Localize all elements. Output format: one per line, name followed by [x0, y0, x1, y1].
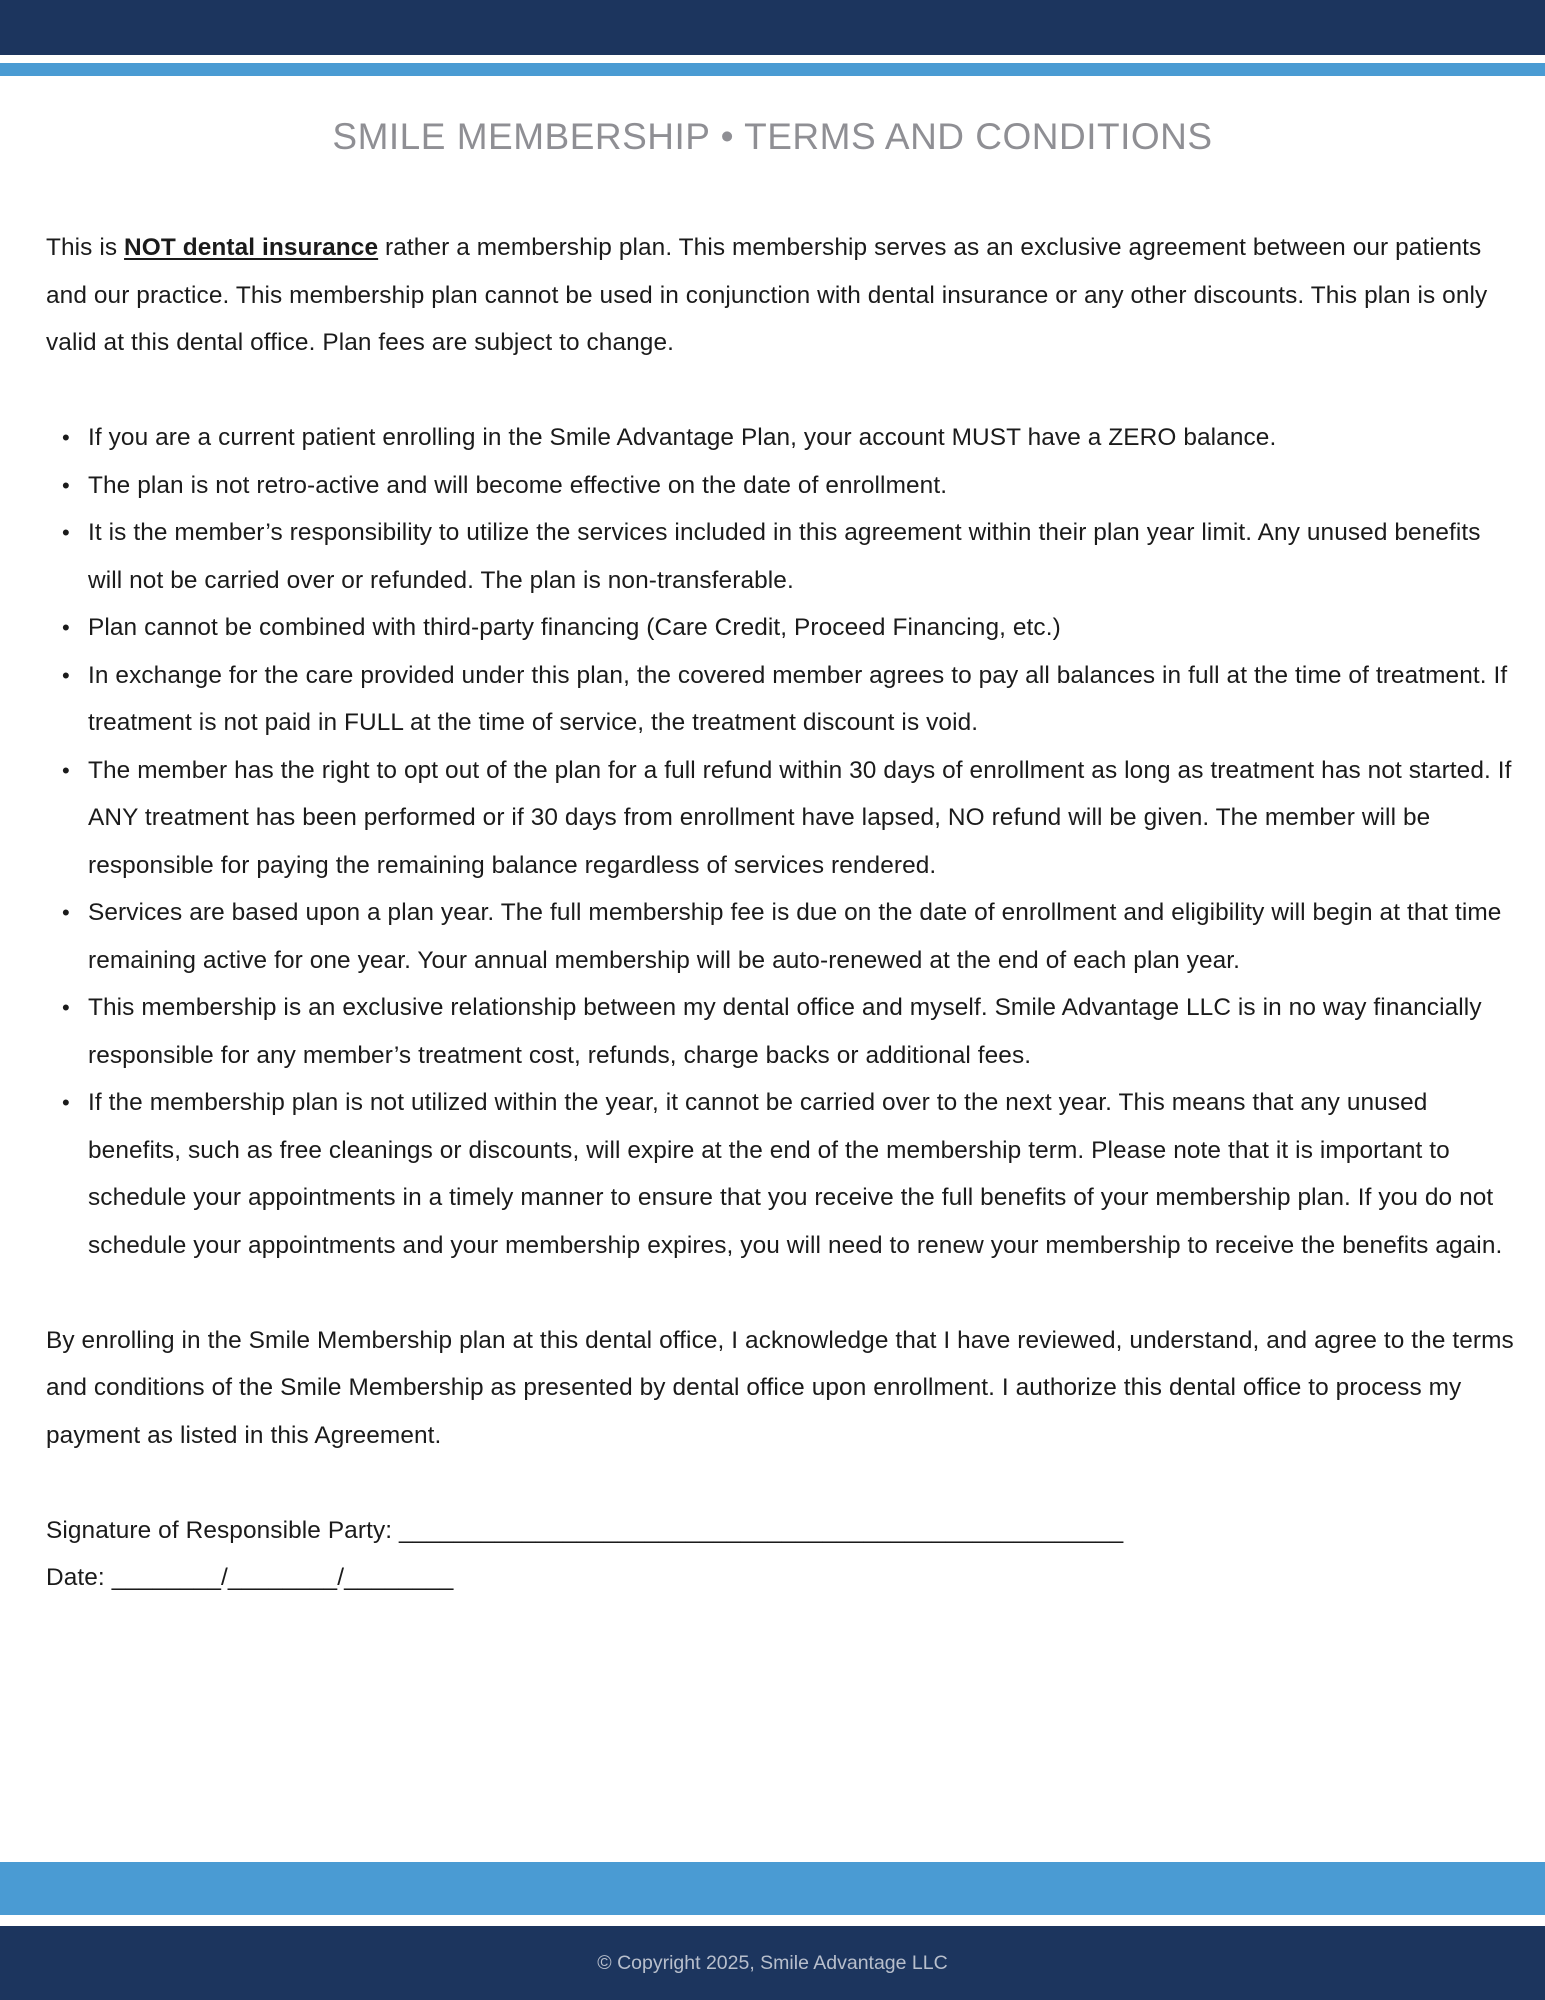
- bullet-icon: •: [62, 615, 70, 640]
- acknowledgement-paragraph: By enrolling in the Smile Membership plan at this dental office, I acknowledge that I have reviewed, understand, and agree to the terms and conditions of the Smile Membership as presented by dental office upon enrollment. I authorize this dental office to process my payment as listed in this Agreement.: [46, 1326, 1514, 1449]
- document-body: [46, 224, 1516, 1602]
- term-text: The plan is not retro-active and will become effective on the date of enrollment.: [88, 471, 948, 499]
- signature-label: Signature of Responsible Party:: [46, 1516, 399, 1544]
- footer-blue-band: [0, 1862, 1545, 1915]
- term-item: [62, 652, 1516, 747]
- bullet-icon: •: [62, 1090, 70, 1115]
- date-blank-line[interactable]: ________/________/________: [111, 1564, 454, 1591]
- header-navy-band: [0, 0, 1545, 55]
- term-item: [62, 462, 1516, 510]
- term-item: [62, 747, 1516, 890]
- bullet-icon: •: [62, 662, 70, 688]
- not-insurance-emphasis: NOT dental insurance: [124, 234, 379, 261]
- term-text: Plan cannot be combined with third-party financing (Care Credit, Proceed Financing, etc.): [88, 614, 1061, 641]
- header-blue-stripe: [0, 63, 1545, 76]
- term-item: [62, 509, 1516, 604]
- bullet-icon: •: [62, 995, 70, 1020]
- term-text: Services are based upon a plan year. The full membership fee is due on the date of enrollment and eligibility will begin at that time remaining active for one year. Your annual membership will be auto-renewed at the end of each plan year.: [88, 899, 1502, 974]
- term-text: The member has the right to opt out of the plan for a full refund within 30 days of enrollment as long as treatment has not started. If ANY treatment has been performed or if 30 days from enrollment have lapsed, NO refund will be given. The member will be responsible for paying the remaining balance regardless of services rendered.: [88, 756, 1512, 879]
- bullet-icon: •: [62, 520, 70, 545]
- bullet-icon: •: [62, 757, 70, 783]
- bullet-icon: •: [62, 425, 70, 450]
- page-title: SMILE MEMBERSHIP • TERMS AND CONDITIONS: [332, 116, 1213, 157]
- intro-paragraph: [46, 224, 1516, 367]
- term-text: In exchange for the care provided under this plan, the covered member agrees to pay all balances in full at the time of treatment. If treatment is not paid in FULL at the time of service, the treatment discount is void.: [88, 661, 1508, 736]
- bullet-icon: •: [62, 900, 70, 925]
- date-field[interactable]: [46, 1554, 1516, 1602]
- terms-list: [46, 414, 1516, 1269]
- bullet-icon: •: [62, 472, 70, 498]
- term-text: If you are a current patient enrolling in the Smile Advantage Plan, your account MUST have a ZERO balance.: [88, 424, 1277, 451]
- term-text: This membership is an exclusive relationship between my dental office and myself. Smile Advantage LLC is in no way financially responsible for any member’s treatment cost, refunds, charge backs or additional fees.: [88, 994, 1482, 1069]
- term-item: [62, 889, 1516, 984]
- date-label: Date:: [46, 1564, 112, 1591]
- term-text: It is the member’s responsibility to utilize the services included in this agreement within their plan year limit. Any unused benefits will not be carried over or refunded. The plan is non-transferable.: [88, 519, 1481, 594]
- term-text: If the membership plan is not utilized within the year, it cannot be carried over to the next year. This means that any unused benefits, such as free cleanings or discounts, will expire at the end of the membership term. Please note that it is important to schedule your appointments in a timely manner to ensure that you receive the full benefits of your membership plan. If you do not schedule your appointments and your membership expires, you will need to renew your membership to receive the benefits again.: [88, 1089, 1503, 1259]
- term-item: [62, 414, 1516, 462]
- term-item: [62, 604, 1516, 652]
- signature-field[interactable]: [46, 1507, 1516, 1555]
- copyright-text: © Copyright 2025, Smile Advantage LLC: [597, 1952, 948, 1974]
- term-item: [62, 984, 1516, 1079]
- intro-prefix: This is: [46, 234, 125, 261]
- term-item: [62, 1079, 1516, 1269]
- intro-suffix: rather a membership plan. This membership serves as an exclusive agreement between our patients and our practice. This membership plan cannot be used in conjunction with dental insurance or any other discounts. This plan is only valid at this dental office. Plan fees are subject to change.: [46, 234, 1488, 356]
- signature-blank-line[interactable]: _____________________________________________________: [399, 1516, 1124, 1544]
